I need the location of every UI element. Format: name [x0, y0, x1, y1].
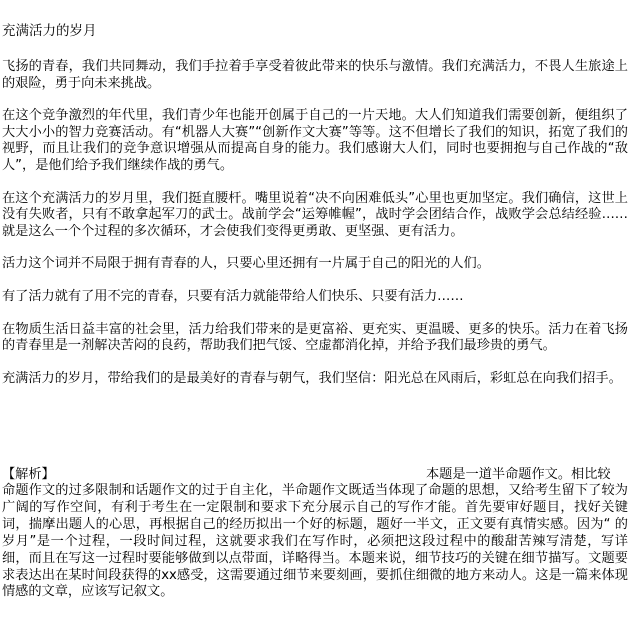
analysis-section — [2, 466, 628, 601]
essay-paragraph-7: 充满活力的岁月，带给我们的是最美好的青春与朝气，我们坚信：阳光总在风雨后，彩虹总在向我们招手。 — [2, 370, 622, 386]
essay-document — [2, 0, 628, 387]
essay-paragraph-1: 飞扬的青春，我们共同舞动，我们手拉着手享受着彼此带来的快乐与激情。我们充满活力，不畏人生旅途上的艰险，勇于向未来挑战。 — [2, 59, 628, 91]
essay-paragraph-5: 有了活力就有了用不完的青春，只要有活力就能带给人们快乐、只要有活力…… — [2, 288, 464, 304]
analysis-header — [2, 466, 628, 483]
essay-title: 充满活力的岁月 — [2, 23, 97, 39]
analysis-first-line: 本题是一道半命题作文。相比较 — [426, 467, 611, 482]
analysis-label: 【解析】 — [2, 467, 55, 482]
essay-paragraph-6: 在物质生活日益丰富的社会里，活力给我们带来的是更富裕、更充实、更温暖、更多的快乐。活力在着飞扬的青春里是一剂解决苦闷的良药，帮助我们把气馁、空虚都消化掉，并给予我们最珍贵的勇气。 — [2, 321, 628, 354]
essay-paragraph-3: 在这个充满活力的岁月里，我们挺直腰杆。嘴里说着“决不向困难低头”心里也更加坚定。我们确信，这世上没有失败者，只有不敢拿起军刀的武士。战前学会“运筹帷幄”，战时学会团结合作，战败学会总结经验……就是这么一个个过程的多次循环，才会使我们变得更勇敢、更坚强、更有活力。 — [2, 190, 628, 239]
analysis-body: 命题作文的过多限制和话题作文的过于自主化，半命题作文既适当体现了命题的思想，又给考生留下了较为广阔的写作空间，有利于考生在一定限制和要求下充分展示自己的写作才能。首先要审好题目，找好关键词，揣摩出题人的心思，再根据自己的经历拟出一个好的标题，题好一半文，正文要有真情实感。因为“ 的岁月”是一个过程，一段时间过程，这就要求我们在写作时，必须把这段过程中的酸甜苦辣写清楚，写详细，而且在写这一过程时要能够做到以点带面，详略得当。本题来说，细节技巧的关键在细节描写。文题要求表达出在某时间段获得的xx感受，这需要通过细节来要刻画，要抓住细微的地方来动人。这是一篇来体现情感的文章，应该写记叙文。 — [2, 483, 628, 600]
essay-paragraph-2: 在这个竞争激烈的年代里，我们青少年也能开创属于自己的一片天地。大人们知道我们需要创新，便组织了大大小小的智力竞赛活动。有“机器人大赛”“创新作文大赛”等等。这不但增长了我们的知识，拓宽了我们的视野，而且让我们的竞争意识增强从而提高自身的能力。我们感谢大人们，同时也要拥抱与自己作战的“敌人”，是他们给予我们继续作战的勇气。 — [2, 108, 628, 173]
essay-paragraph-4: 活力这个词并不局限于拥有青春的人，只要心里还拥有一片属于自己的阳光的人们。 — [2, 256, 490, 272]
